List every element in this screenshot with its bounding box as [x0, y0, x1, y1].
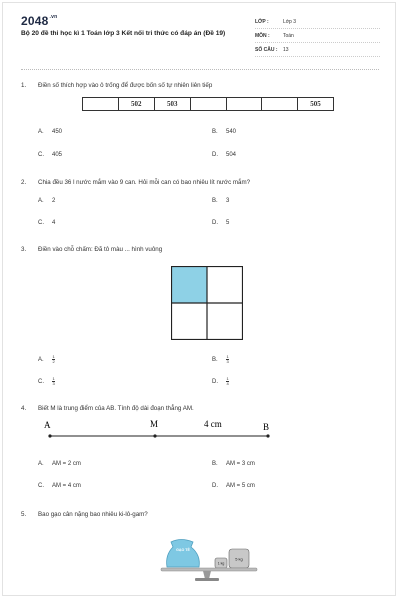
meta-subject: MÔN : Toán: [255, 30, 380, 43]
balance-scale-figure: [159, 533, 263, 583]
q1-option-c[interactable]: C. 405: [38, 152, 63, 158]
seq-cell[interactable]: [83, 98, 119, 111]
q2-option-b[interactable]: B. 3: [212, 198, 230, 204]
question-5-number: 5.: [21, 511, 27, 518]
question-2-number: 2.: [21, 179, 27, 186]
q2-option-d[interactable]: D. 5: [212, 220, 230, 226]
scale-beam: [161, 568, 257, 571]
weight-5kg-label: 5 kg: [235, 556, 243, 562]
q1-option-d[interactable]: D. 504: [212, 152, 237, 158]
q2-option-c[interactable]: C. 4: [38, 220, 56, 226]
meta-grade: LỚP : Lớp 3: [255, 16, 380, 29]
point-a-label: A: [44, 420, 51, 430]
document-title: Bộ 20 đề thi học kì 1 Toán lớp 3 Kết nối tri thức có đáp án (Đề 19): [21, 30, 226, 37]
q4-option-c[interactable]: C. AM = 4 cm: [38, 483, 81, 489]
square-grid-figure: [171, 266, 243, 340]
question-3-text: Điền vào chỗ chấm: Đã tô màu ... hình vuông: [38, 246, 163, 253]
header-divider: [21, 69, 379, 70]
seq-cell[interactable]: [262, 98, 298, 111]
q1-option-a[interactable]: A. 450: [38, 129, 63, 135]
seq-cell[interactable]: [226, 98, 262, 111]
q3-option-a[interactable]: A. $\frac{1}{2}$: [38, 354, 55, 364]
segment-figure: [40, 415, 280, 445]
point-b-label: B: [263, 422, 270, 432]
point-a: [48, 434, 51, 437]
question-3-number: 3.: [21, 246, 27, 253]
point-b: [266, 434, 269, 437]
q4-option-d[interactable]: D. AM = 5 cm: [212, 483, 255, 489]
brand-logo[interactable]: $2048^{.vn}$: [21, 14, 58, 28]
length-label: 4 cm: [204, 419, 222, 429]
rice-bag: [167, 540, 200, 568]
seq-cell: 502: [118, 98, 154, 111]
shaded-quarter: [172, 267, 208, 304]
question-1-text: Điền số thích hợp vào ô trống để được bốn số tự nhiên liên tiếp: [38, 82, 213, 89]
question-1-number: 1.: [21, 82, 27, 89]
q1-option-b[interactable]: B. 540: [212, 129, 237, 135]
scale-base: [195, 578, 219, 581]
q4-option-b[interactable]: B. AM = 3 cm: [212, 461, 255, 467]
sequence-table: [82, 97, 334, 111]
scale-stand: [203, 571, 211, 579]
question-4-text: Biết M là trung điểm của AB. Tính độ dài đoạn thẳng AM.: [38, 405, 194, 412]
point-m: [153, 434, 156, 437]
seq-cell: 503: [154, 98, 190, 111]
meta-question-count: SỐ CÂU : 13: [255, 44, 380, 57]
question-4-number: 4.: [21, 405, 27, 412]
q3-option-d[interactable]: D. $\frac{1}{4}$: [212, 376, 229, 386]
question-2-text: Chia đều 36 l nước mắm vào 9 can. Hỏi mỗi can có bao nhiêu lít nước mắm?: [38, 179, 251, 186]
question-5-text: Bao gạo cân nặng bao nhiêu ki-lô-gam?: [38, 511, 148, 518]
q4-option-a[interactable]: A. AM = 2 cm: [38, 461, 81, 467]
q3-option-c[interactable]: C. $\frac{1}{3}$: [38, 376, 55, 386]
weight-1kg-label: 1 kg: [217, 561, 225, 566]
seq-cell: 505: [297, 98, 333, 111]
rice-bag-label: GẠO TẺ: [176, 548, 190, 552]
point-m-label: M: [150, 419, 159, 429]
q3-option-b[interactable]: B. $\frac{1}{3}$: [212, 354, 229, 364]
q2-option-a[interactable]: A. 2: [38, 198, 56, 204]
seq-cell[interactable]: [190, 98, 226, 111]
